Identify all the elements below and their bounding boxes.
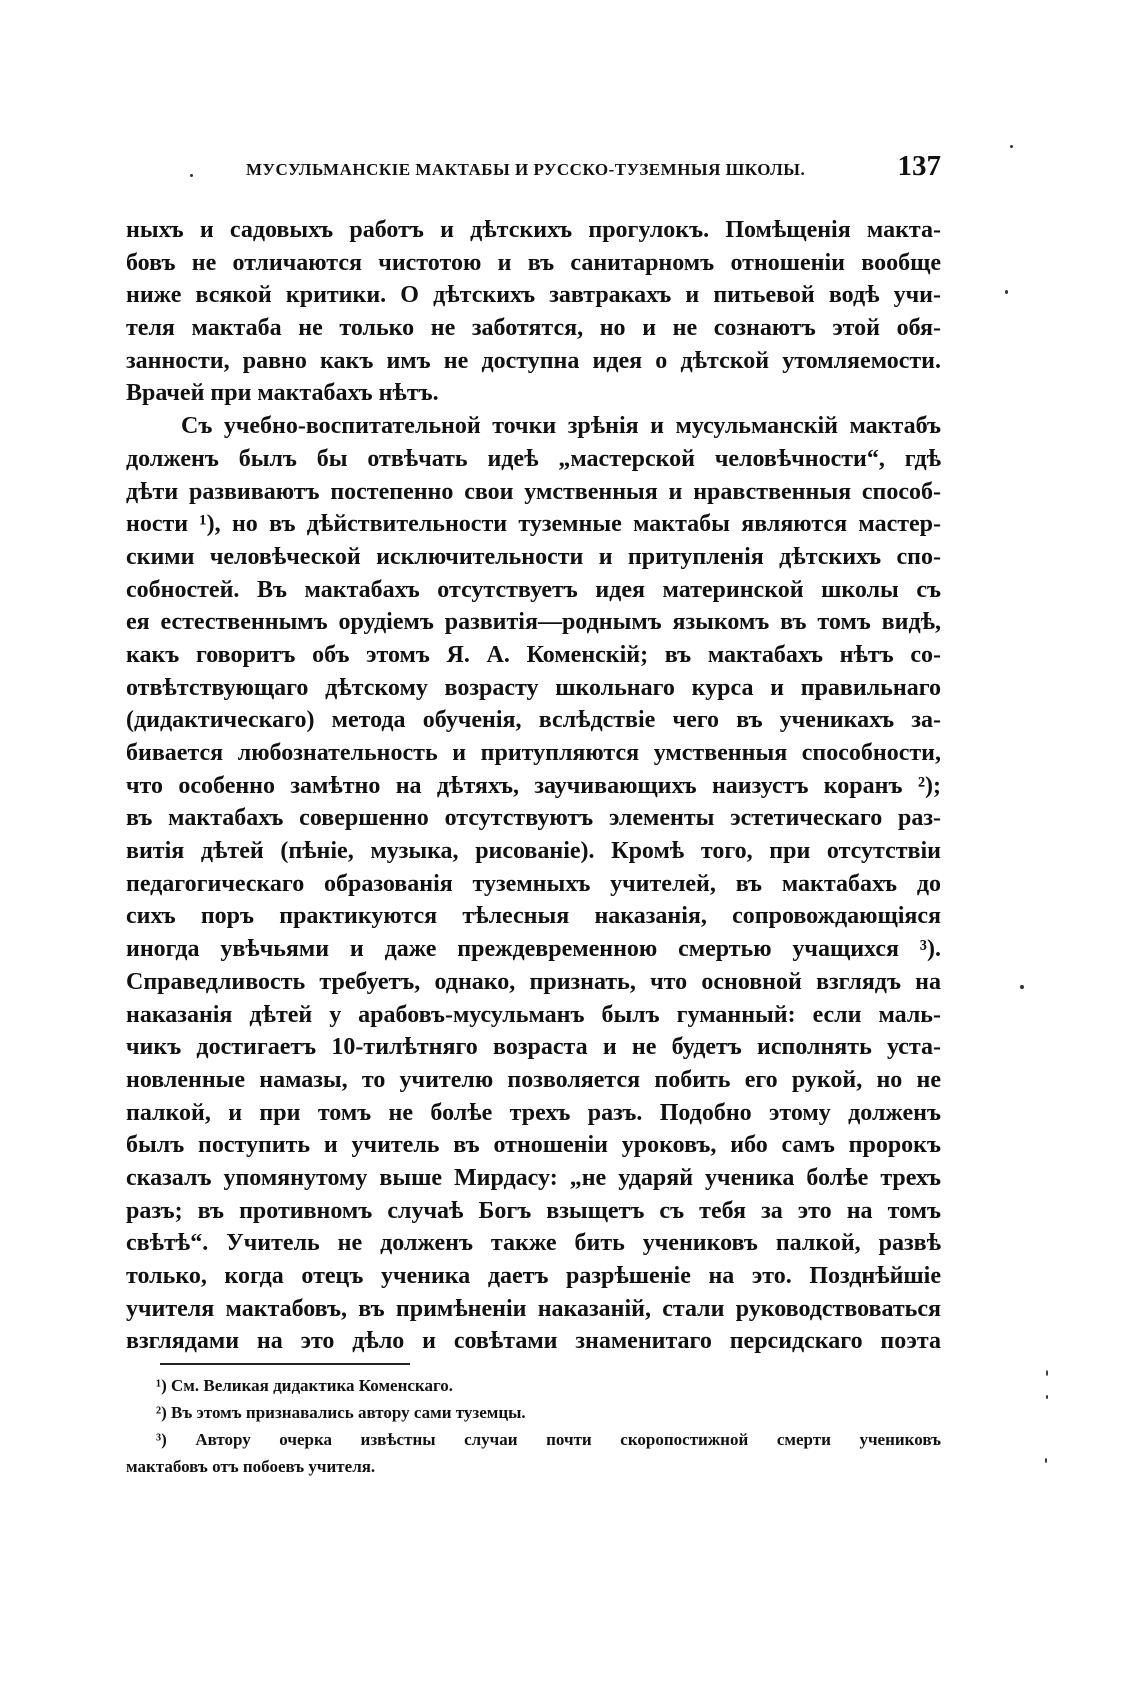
text-line: взглядами на это дѣло и совѣтами знаменитаго персидскаго поэта [126,1328,941,1355]
text-line: бивается любознательность и притупляются умственныя способности, [126,740,941,766]
text-line: только, когда отецъ ученика даетъ разрѣшеніе на это. Позднѣйшіе [126,1263,941,1289]
text-line: теля мактаба не только не заботятся, но и не сознаютъ этой обя- [126,315,941,342]
text-line: Врачей при мактабахъ нѣтъ. [126,380,439,407]
text-line: бовъ не отличаются чистотою и въ санитарномъ отношеніи вообще [126,249,941,276]
text-line: учителя мактабовъ, въ примѣненіи наказаній, стали руководствоваться [126,1295,941,1322]
text-line: дѣти развиваютъ постепенно свои умственныя и нравственныя способ- [126,478,941,505]
footnote-2: ²) Въ этомъ признавались автору сами туземцы. [156,1403,526,1422]
text-line: чикъ достигаетъ 10-тилѣтняго возраста и не будетъ исполнять уста- [126,1034,941,1061]
text-line: ниже всякой критики. О дѣтскихъ завтракахъ и питьевой водѣ учи- [126,282,941,309]
footnote-divider [160,1363,410,1365]
text-line: сихъ поръ практикуются тѣлесныя наказанія, сопровождающіяся [126,903,941,930]
text-line: свѣтѣ“. Учитель не долженъ также бить учениковъ палкой, развѣ [126,1230,941,1257]
text-line: палкой, и при томъ не болѣе трехъ разъ. Подобно этому долженъ [126,1099,941,1126]
text-line: долженъ былъ бы отвѣчать идеѣ „мастерской человѣчности“, гдѣ [126,445,941,472]
text-line: сказалъ упомянутому выше Мирдасу: „не ударяй ученика болѣе трехъ [126,1164,941,1191]
text-line: наказанія дѣтей у арабовъ-мусульманъ былъ гуманный: если маль- [126,1001,941,1028]
scan-speck [1010,145,1013,148]
text-line: собностей. Въ мактабахъ отсутствуетъ идея материнской школы съ [126,576,941,603]
text-line: (дидактическаго) метода обученія, вслѣдствіе чего въ ученикахъ за- [126,707,941,734]
text-line: отвѣтствующаго дѣтскому возрасту школьнаго курса и правильнаго [126,674,941,701]
text-line: разъ; въ противномъ случаѣ Богъ взыщетъ съ тебя за это на томъ [126,1197,941,1224]
text-line: иногда увѣчьями и даже преждевременною смертью учащихся ³). [126,936,941,963]
scan-speck [1005,290,1008,294]
text-line: Справедливость требуетъ, однако, признать, что основной взглядъ на [126,968,941,995]
text-line: педагогическаго образованія туземныхъ учителей, въ мактабахъ до [126,870,941,897]
scan-speck [1046,1370,1048,1376]
text-line: что особенно замѣтно на дѣтяхъ, заучивающихъ наизустъ коранъ ²); [126,772,941,799]
scan-speck [1045,1458,1047,1463]
scan-speck [1020,985,1024,989]
footnote-1: ¹) См. Великая дидактика Коменскаго. [156,1376,453,1395]
running-header [126,150,941,190]
text-line: ея естественнымъ орудіемъ развитія—роднымъ языкомъ въ томъ видѣ, [126,609,941,636]
text-line: ныхъ и садовыхъ работъ и дѣтскихъ прогулокъ. Помѣщенія макта- [126,217,941,243]
text-line: какъ говоритъ объ этомъ Я. А. Коменскій; въ мактабахъ нѣтъ со- [126,641,941,668]
text-line: скими человѣческой исключительности и притупленія дѣтскихъ спо- [126,543,941,570]
paragraph-start-line: Съ учебно-воспитательной точки зрѣнія и мусульманскій мактабъ [181,413,941,440]
scan-speck [1046,1395,1048,1399]
text-line: ности ¹), но въ дѣйствительности туземные мактабы являются мастер- [126,511,941,538]
running-title: МУСУЛЬМАНСКІЕ МАКТАБЫ И РУССКО-ТУЗЕМНЫЯ ШКОЛЫ. [246,160,806,179]
footnotes [126,1372,941,1480]
text-line: въ мактабахъ совершенно отсутствуютъ элементы эстетическаго раз- [126,805,941,832]
text-line: былъ поступить и учитель въ отношеніи уроковъ, ибо самъ пророкъ [126,1132,941,1159]
text-line: новленные намазы, то учителю позволяется побить его рукой, но не [126,1066,941,1093]
page-number: 137 [897,150,941,182]
text-line: занности, равно какъ имъ не доступна идея о дѣтской утомляемости. [126,347,941,374]
text-line: витія дѣтей (пѣніе, музыка, рисованіе). Кромѣ того, при отсутствіи [126,838,941,865]
scan-speck [190,174,193,177]
footnote-3-continuation: мактабовъ отъ побоевъ учителя. [126,1457,376,1476]
footnote-3: ³) Автору очерка извѣстны случаи почти скоропостижной смерти учениковъ [156,1430,941,1449]
body-text [126,214,941,1358]
